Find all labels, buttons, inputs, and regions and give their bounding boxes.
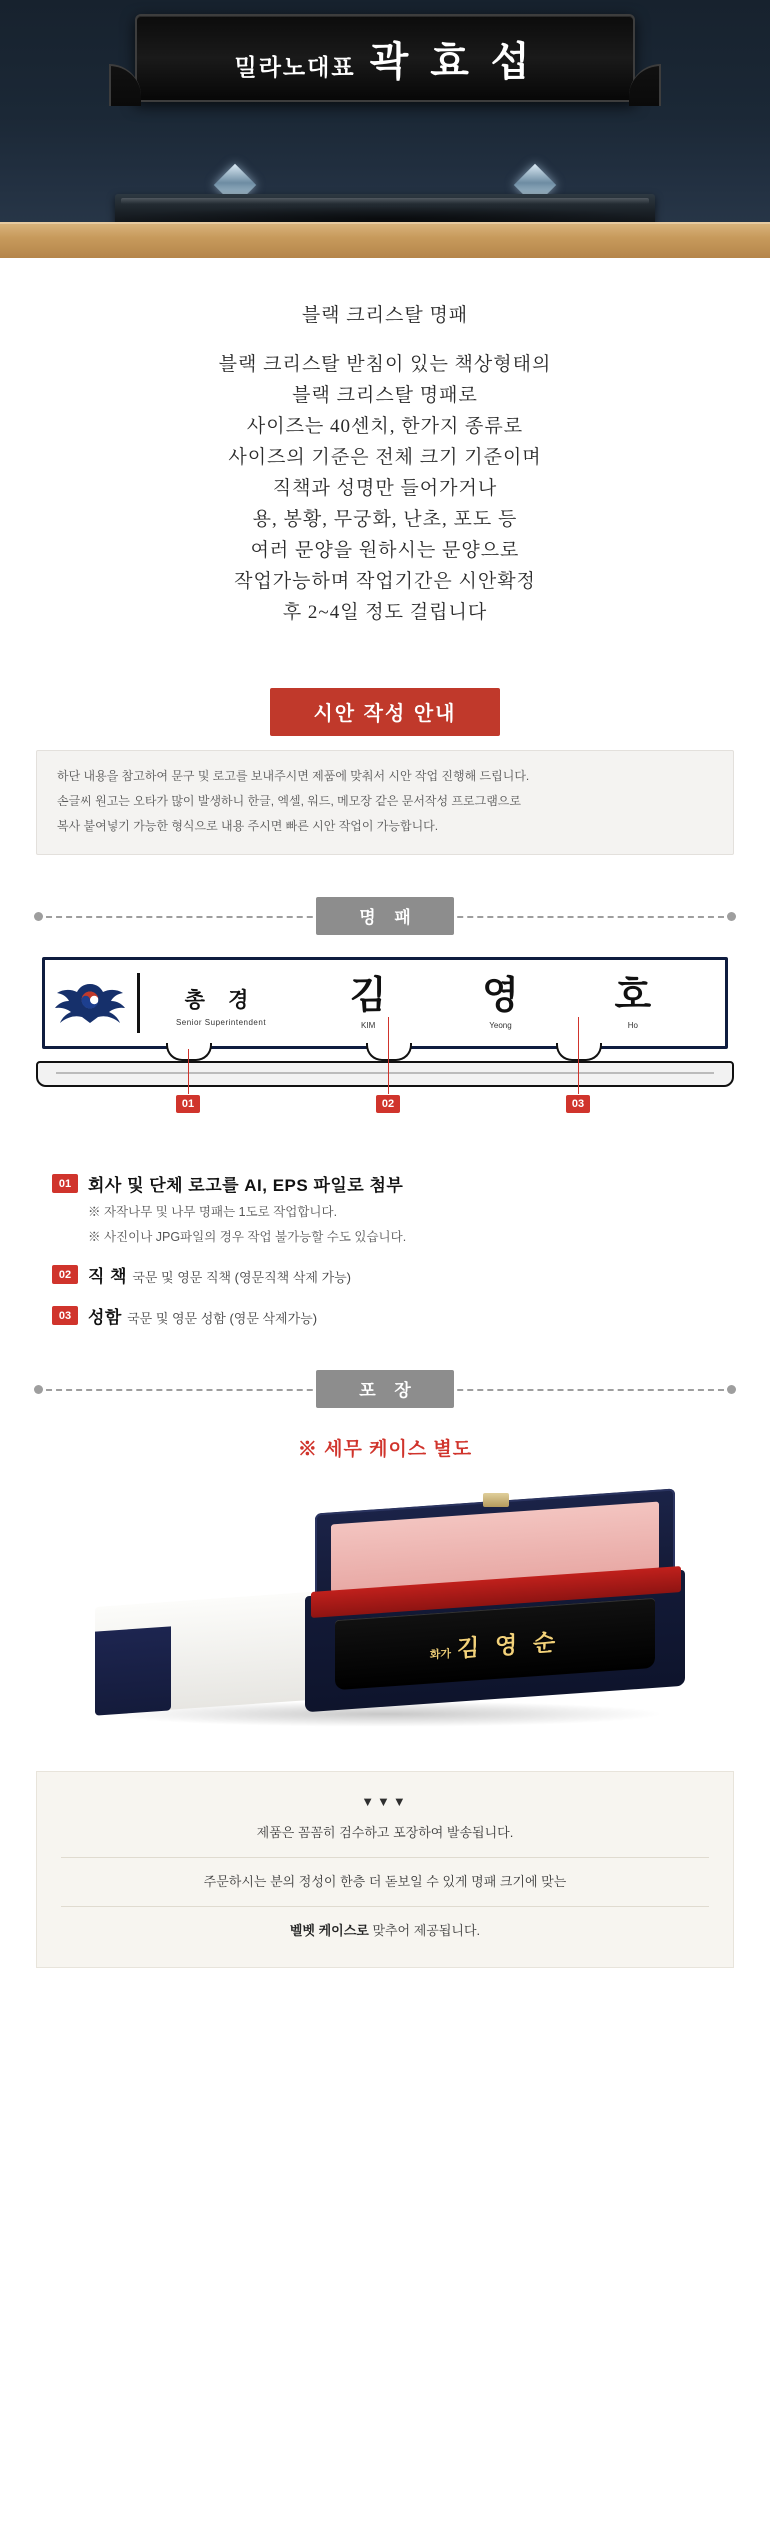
case-latch-icon — [483, 1493, 509, 1507]
name-char-en: Yeong — [489, 1020, 512, 1030]
nameplate-name-char-3 — [614, 974, 652, 1030]
nameplate-name — [296, 974, 725, 1030]
footer-line-3 — [61, 1906, 709, 1941]
dot-right-icon — [727, 1385, 736, 1394]
guide-line-1: 하단 내용을 참고하여 문구 및 로고를 보내주시면 제품에 맞춰서 시안 작업 진행해 드립니다. — [57, 769, 530, 783]
spec-note-01-a: ※ 자작나무 및 나무 명패는 1도로 작업합니다. — [88, 1205, 338, 1219]
spec-title-03-main: 성함 — [88, 1308, 122, 1327]
name-char-en: KIM — [361, 1020, 376, 1030]
name-char-kr: 김 — [349, 974, 387, 1017]
guide-line-2: 손글씨 원고는 오타가 많이 발생하니 한글, 엑셀, 워드, 메모장 같은 문서작성 프로그램으로 — [57, 794, 521, 808]
spec-title-01: 회사 및 단체 로고를 AI, EPS 파일로 첨부 — [88, 1176, 404, 1195]
hero-plaque-text — [234, 30, 535, 87]
nameplate-foot — [166, 1043, 212, 1061]
intro-line-6: 용, 봉황, 무궁화, 난초, 포도 등 — [252, 509, 518, 530]
intro-line-9: 후 2~4일 정도 걸립니다 — [282, 602, 488, 623]
nameplate-section-header — [36, 901, 734, 931]
callout-line-3 — [578, 1017, 579, 1094]
spec-item-01 — [52, 1171, 734, 1246]
nameplate-foot — [366, 1043, 412, 1061]
spec-list — [36, 1171, 734, 1328]
guide-title: 시안 작성 안내 — [270, 688, 500, 736]
nameplate-rank-kr: 총 경 — [184, 987, 258, 1012]
spec-title-02-main: 직 책 — [88, 1267, 128, 1286]
hero-wood-floor — [0, 222, 770, 258]
spec-badge-02: 02 — [52, 1265, 78, 1284]
guide-line-3: 복사 붙여넣기 가능한 형식으로 내용 주시면 빠른 시안 작업이 가능합니다. — [57, 819, 439, 833]
footer-note — [36, 1771, 734, 1968]
spec-badge-03: 03 — [52, 1306, 78, 1325]
spec-badge-01: 01 — [52, 1174, 78, 1193]
nameplate-sample — [42, 957, 728, 1049]
case-plaque-name: 김 영 순 — [457, 1628, 561, 1662]
packaging-section-label: 포 장 — [316, 1370, 454, 1408]
intro-title: 블랙 크리스탈 명패 — [301, 305, 469, 326]
name-char-kr: 영 — [482, 974, 519, 1017]
hero-brand-small: 밀라노대표 — [234, 54, 356, 80]
case-plaque-prefix: 화가 — [429, 1647, 452, 1662]
spec-title-02 — [88, 1262, 351, 1287]
nameplate-name-char-2 — [482, 974, 519, 1030]
velvet-case-illustration — [35, 1479, 735, 1749]
nameplate-foot — [556, 1043, 602, 1061]
spec-title-03 — [88, 1303, 317, 1328]
dot-left-icon — [34, 1385, 43, 1394]
hero-banner — [0, 0, 770, 258]
dot-right-icon — [727, 912, 736, 921]
hero-plaque — [135, 14, 635, 102]
nameplate-section-label: 명 패 — [316, 897, 454, 935]
callout-line-2 — [388, 1017, 389, 1094]
spec-title-03-sub: 국문 및 영문 성함 (영문 삭제가능) — [127, 1311, 318, 1326]
guide-section — [36, 688, 734, 855]
spec-item-03 — [52, 1303, 734, 1328]
callout-tag-03: 03 — [566, 1095, 590, 1113]
case-plaque-text — [430, 1623, 560, 1665]
intro-line-4: 사이즈의 기준은 전체 크기 기준이며 — [228, 447, 542, 468]
nameplate-name-char-1 — [349, 974, 387, 1030]
footer-bold: 벨벳 케이스로 — [289, 1923, 369, 1938]
guide-box — [36, 750, 734, 855]
footer-rest: 맞추어 제공됩니다. — [368, 1923, 481, 1938]
spec-title-02-sub: 국문 및 영문 직책 (영문직책 삭제 가능) — [132, 1270, 352, 1285]
intro-line-8: 작업가능하며 작업기간은 시안확정 — [234, 571, 536, 592]
intro-line-1: 블랙 크리스탈 받침이 있는 책상형태의 — [218, 354, 552, 375]
spec-note-01-b: ※ 사진이나 JPG파일의 경우 작업 불가능할 수도 있습니다. — [88, 1230, 407, 1244]
packaging-section-header — [36, 1374, 734, 1404]
police-eagle-emblem-icon — [45, 978, 135, 1028]
intro-section — [0, 258, 770, 654]
nameplate-rank — [146, 980, 296, 1027]
intro-line-7: 여러 문양을 원하시는 문양으로 — [250, 540, 520, 561]
hero-brand-big: 곽 효 섭 — [369, 38, 536, 84]
footer-line-2: 주문하시는 분의 정성이 한층 더 돋보일 수 있게 명패 크기에 맞는 — [61, 1857, 709, 1892]
callout-line-1 — [188, 1049, 189, 1094]
nameplate-diagram — [36, 957, 734, 1157]
footer-line-1: 제품은 꼼꼼히 검수하고 포장하여 발송됩니다. — [256, 1825, 514, 1840]
packaging-highlight: ※ 세무 케이스 별도 — [297, 1439, 473, 1460]
spec-item-02 — [52, 1262, 734, 1287]
dot-left-icon — [34, 912, 43, 921]
arrows-icon: ▼▼▼ — [361, 1794, 409, 1809]
nameplate-base-plate — [36, 1061, 734, 1087]
name-char-kr: 호 — [614, 974, 652, 1017]
name-char-en: Ho — [627, 1020, 638, 1030]
nameplate-rank-en: Senior Superintendent — [175, 1017, 267, 1027]
nameplate-divider — [137, 973, 140, 1033]
case-white-box-side — [95, 1626, 171, 1715]
intro-line-2: 블랙 크리스탈 명패로 — [292, 385, 478, 406]
intro-line-3: 사이즈는 40센치, 한가지 종류로 — [246, 416, 524, 437]
intro-line-5: 직책과 성명만 들어가거나 — [272, 478, 498, 499]
callout-tag-01: 01 — [176, 1095, 200, 1113]
callout-tag-02: 02 — [376, 1095, 400, 1113]
